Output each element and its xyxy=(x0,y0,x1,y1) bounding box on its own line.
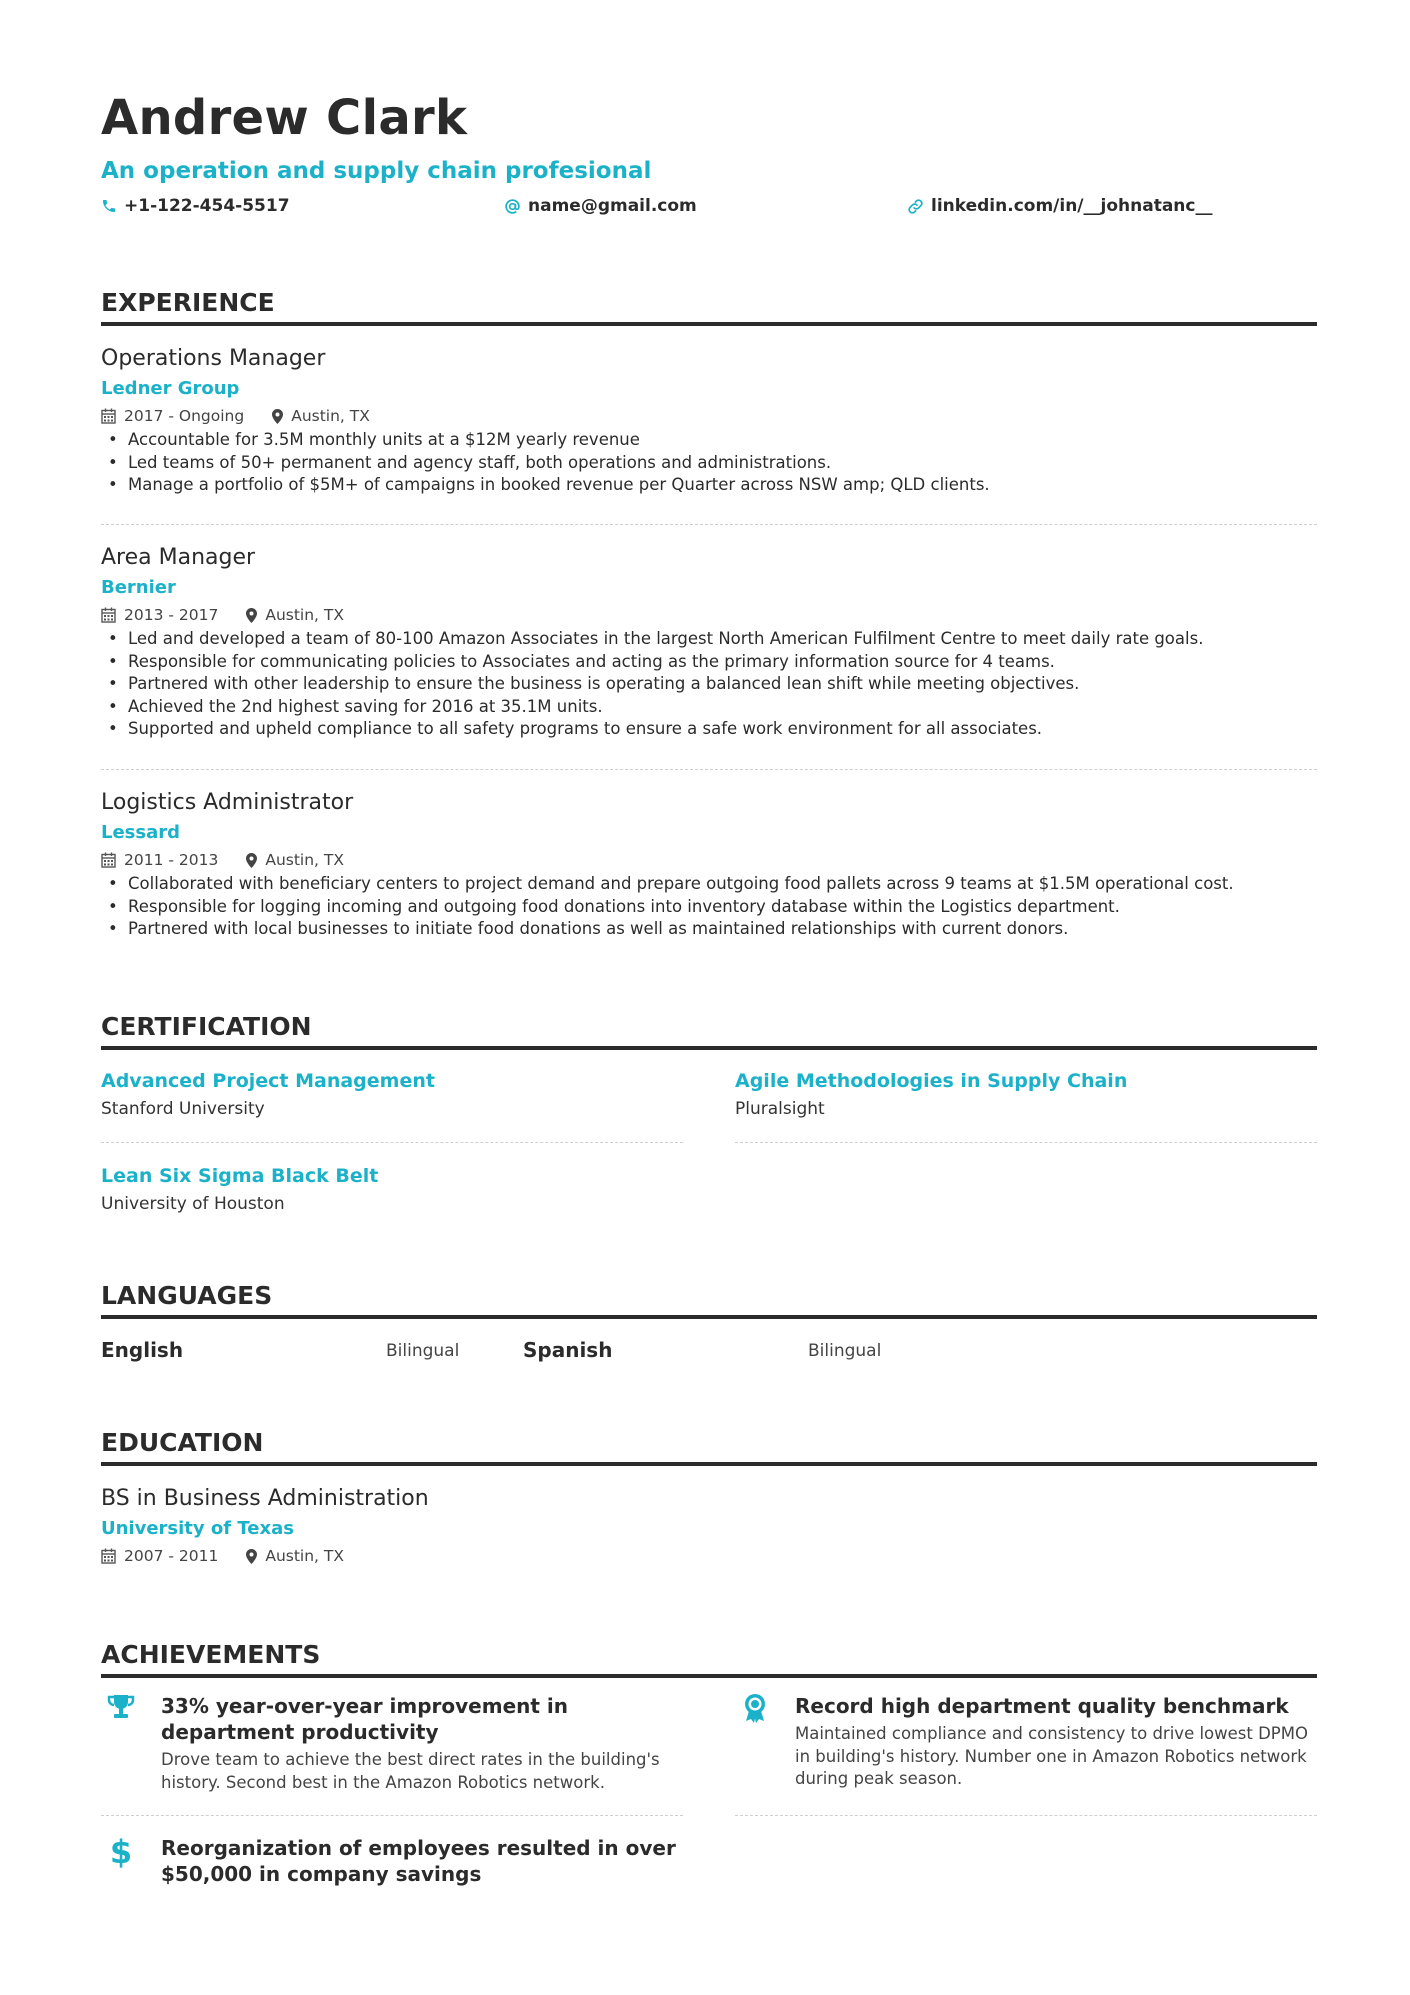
entry-divider xyxy=(735,1142,1317,1143)
dollar-icon xyxy=(110,1835,132,1869)
certification-name: Lean Six Sigma Black Belt xyxy=(101,1165,379,1187)
achievements-heading: ACHIEVEMENTS xyxy=(101,1640,1317,1678)
entry-divider xyxy=(735,1815,1317,1816)
calendar-icon xyxy=(101,607,116,623)
linkedin-text: linkedin.com/in/__johnatanc__ xyxy=(931,196,1213,216)
language-level: Bilingual xyxy=(808,1341,882,1361)
trophy-icon xyxy=(106,1693,136,1721)
certification-issuer: Pluralsight xyxy=(735,1099,825,1119)
education-heading: EDUCATION xyxy=(101,1428,1317,1466)
job-meta xyxy=(101,405,1317,427)
experience-heading: EXPERIENCE xyxy=(101,288,1317,326)
certification-heading: CERTIFICATION xyxy=(101,1012,1317,1050)
contact-phone[interactable] xyxy=(101,196,290,216)
job-entry xyxy=(101,344,1317,497)
contact-linkedin[interactable] xyxy=(907,196,1212,216)
contact-bar xyxy=(101,196,1317,220)
svg-text:$: $ xyxy=(110,1835,132,1869)
job-location: Austin, TX xyxy=(272,405,370,427)
job-role: Operations Manager xyxy=(101,346,326,371)
language-name: Spanish xyxy=(523,1338,613,1362)
certification-name: Agile Methodologies in Supply Chain xyxy=(735,1070,1128,1092)
job-entry xyxy=(101,788,1317,941)
achievement-description: Maintained compliance and consistency to drive lowest DPMO in building's history. Number one in Amazon Robotics network during peak season. xyxy=(795,1724,1308,1788)
entry-divider xyxy=(101,524,1317,525)
at-icon xyxy=(504,198,521,215)
education-location: Austin, TX xyxy=(246,1545,344,1567)
job-role: Area Manager xyxy=(101,545,256,570)
education-school: University of Texas xyxy=(101,1518,294,1539)
achievement-entry xyxy=(735,1693,1317,1791)
calendar-icon xyxy=(101,1548,116,1564)
list-item: • Manage a portfolio of $5M+ of campaigns in booked revenue per Quarter across NSW amp; QLD clients. xyxy=(101,474,1317,497)
job-bullets xyxy=(101,628,1317,741)
achievement-title: Record high department quality benchmark xyxy=(795,1694,1289,1718)
list-item: • Achieved the 2nd highest saving for 2016 at 35.1M units. xyxy=(101,696,1317,719)
list-item: • Partnered with local businesses to initiate food donations as well as maintained relationships with current donors. xyxy=(101,918,1317,941)
email-text: name@gmail.com xyxy=(528,196,697,216)
achievement-title: Reorganization of employees resulted in over $50,000 in company savings xyxy=(161,1836,676,1886)
certification-entry xyxy=(735,1067,1317,1121)
job-dates: 2017 - Ongoing xyxy=(101,405,244,427)
phone-text: +1-122-454-5517 xyxy=(124,196,290,216)
certification-entry xyxy=(101,1162,683,1216)
resume-page xyxy=(101,0,1317,1995)
list-item: • Led teams of 50+ permanent and agency staff, both operations and administrations. xyxy=(101,452,1317,475)
education-entry xyxy=(101,1484,1317,1567)
certification-issuer: Stanford University xyxy=(101,1099,265,1119)
list-item: • Led and developed a team of 80-100 Amazon Associates in the largest North American Fulfilment Centre to meet daily rate goals. xyxy=(101,628,1317,651)
entry-divider xyxy=(101,1815,683,1816)
job-meta xyxy=(101,604,1317,626)
candidate-headline: An operation and supply chain profesional xyxy=(101,158,652,184)
calendar-icon xyxy=(101,408,116,424)
job-entry xyxy=(101,543,1317,741)
certification-name: Advanced Project Management xyxy=(101,1070,435,1092)
achievement-entry xyxy=(101,1693,683,1794)
list-item: • Responsible for communicating policies to Associates and acting as the primary information source for 4 teams. xyxy=(101,651,1317,674)
certification-entry xyxy=(101,1067,683,1121)
language-level: Bilingual xyxy=(386,1341,460,1361)
job-company: Lessard xyxy=(101,822,181,843)
list-item: • Supported and upheld compliance to all safety programs to ensure a safe work environment for all associates. xyxy=(101,718,1317,741)
location-pin-icon xyxy=(246,1549,257,1564)
contact-email[interactable] xyxy=(504,196,697,216)
language-entry xyxy=(101,1338,460,1362)
entry-divider xyxy=(101,769,1317,770)
list-item: • Responsible for logging incoming and outgoing food donations into inventory database within the Logistics department. xyxy=(101,896,1317,919)
phone-icon xyxy=(101,198,117,214)
job-dates: 2013 - 2017 xyxy=(101,604,218,626)
job-company: Bernier xyxy=(101,577,176,598)
language-entry xyxy=(523,1338,882,1362)
achievement-description: Drove team to achieve the best direct rates in the building's history. Second best in the Amazon Robotics network. xyxy=(161,1750,660,1792)
candidate-name: Andrew Clark xyxy=(101,90,468,146)
list-item: • Accountable for 3.5M monthly units at a $12M yearly revenue xyxy=(101,429,1317,452)
job-bullets xyxy=(101,873,1317,941)
list-item: • Collaborated with beneficiary centers to project demand and prepare outgoing food pallets across 9 teams at $1.5M operational cost. xyxy=(101,873,1317,896)
list-item: • Partnered with other leadership to ensure the business is operating a balanced lean shift while meeting objectives. xyxy=(101,673,1317,696)
location-pin-icon xyxy=(246,608,257,623)
job-company: Ledner Group xyxy=(101,378,240,399)
achievement-title: 33% year-over-year improvement in department productivity xyxy=(161,1694,569,1744)
job-bullets xyxy=(101,429,1317,497)
location-pin-icon xyxy=(246,853,257,868)
job-meta xyxy=(101,849,1317,871)
certification-issuer: University of Houston xyxy=(101,1194,285,1214)
language-name: English xyxy=(101,1338,184,1362)
education-dates: 2007 - 2011 xyxy=(101,1545,218,1567)
languages-heading: LANGUAGES xyxy=(101,1281,1317,1319)
job-location: Austin, TX xyxy=(246,849,344,871)
calendar-icon xyxy=(101,852,116,868)
entry-divider xyxy=(101,1142,683,1143)
job-location: Austin, TX xyxy=(246,604,344,626)
education-meta xyxy=(101,1545,1317,1567)
job-dates: 2011 - 2013 xyxy=(101,849,218,871)
award-icon xyxy=(742,1693,768,1723)
location-pin-icon xyxy=(272,409,283,424)
achievement-entry xyxy=(101,1835,683,1887)
link-icon xyxy=(907,198,924,215)
job-role: Logistics Administrator xyxy=(101,790,354,815)
education-degree: BS in Business Administration xyxy=(101,1486,429,1511)
